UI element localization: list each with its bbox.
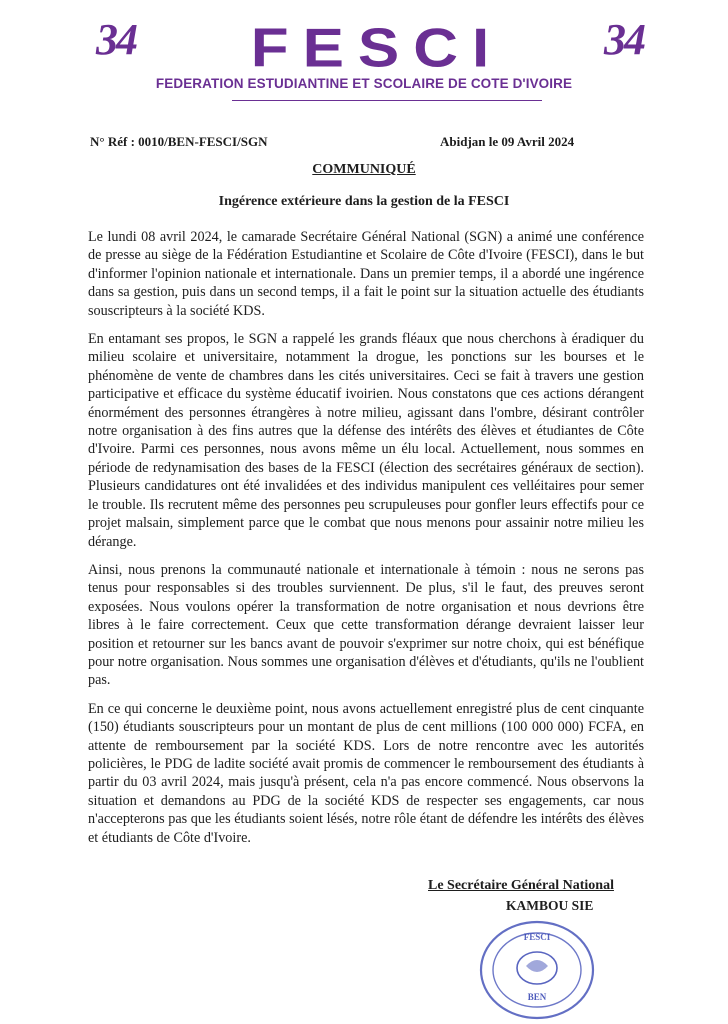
signatory-title: Le Secrétaire Général National (428, 878, 614, 893)
svg-text:BEN: BEN (527, 992, 547, 1002)
document-date: Abidjan le 09 Avril 2024 (440, 134, 575, 149)
document-title: COMMUNIQUÉ (312, 162, 416, 177)
paragraph-3: Ainsi, nous prenons la communauté nationale et internationale à témoin : nous ne serons pas tenus pour responsables si des troubles surviennent. De plus, s'il le faut, des preuves seront exposées. Nous voulons opérer la transformation de notre organisation et nous devrions être libres à le faire correctement. Ceux que cette transformation dérange devraient laisser leur position et retourner sur les bancs avant de pouvoir s'exprimer sur notre choix, qui est bénéfique pour notre organisation. Nous sommes une organisation d'élèves et d'étudiants, qu'ils ne l'oublient pas. (88, 561, 644, 689)
paragraph-4: En ce qui concerne le deuxième point, nous avons actuellement enregistré plus de cent cinquante (150) étudiants souscripteurs pour un montant de plus de cent millions (100 000 000) FCFA, en attente de remboursement par la société KDS. Lors de notre rencontre avec les autorités policières, le PDG de ladite société avait promis de commencer le remboursement des étudiants à partir du 03 avril 2024, mais jusqu'à présent, cela n'a pas encore commencé. Nous observons la situation et demandons au PDG de la société KDS de respecter ses engagements, car nous n'accepterons pas que les étudiants soient lésés, notre rôle étant de défendre les intérêts des élèves et étudiants de Côte d'Ivoire. (88, 700, 644, 846)
signatory-name: KAMBOU SIE (506, 898, 594, 913)
header-divider (232, 100, 542, 101)
official-stamp-icon (474, 912, 600, 1024)
federation-name: FEDERATION ESTUDIANTINE ET SCOLAIRE DE COTE D'IVOIRE (155, 76, 573, 91)
letterhead (0, 0, 728, 110)
svg-text:FESCI: FESCI (523, 932, 551, 942)
brand-logo: FESCI (250, 17, 504, 79)
document-body (88, 228, 644, 857)
paragraph-2: En entamant ses propos, le SGN a rappelé les grands fléaux que nous cherchons à éradiquer du milieu scolaire et universitaire, notamment la drogue, les ponctions sur les bourses et le phénomène de vente de chambres dans les cités universitaires. Ceci se fait à travers une gestion participative et efficace du système éducatif ivoirien. Nous constatons que ces actions dérangent énormément des personnes étrangères à notre milieu, agissant dans l'ombre, désirant contrôler notre organisation à des fins autres que la défense des intérêts des élèves et étudiantes de Côte d'Ivoire. Parmi ces personnes, nous avons même un élu local. Actuellement, nous sommes en période de redynamisation des bases de la FESCI (élection des secrétaires généraux de section). Plusieurs candidatures ont été invalidées et des individus manipulent ces velléitaires pour semer le trouble. Ils recrutent même des personnes peu scrupuleuses pour gonfler leurs effectifs pour ce projet malsain, simplement parce que le combat que nous menons pour assainir notre milieu les dérange. (88, 331, 644, 550)
logo-number-right: 34 (604, 15, 644, 64)
reference-number: N° Réf : 0010/BEN-FESCI/SGN (90, 134, 268, 149)
paragraph-1: Le lundi 08 avril 2024, le camarade Secrétaire Général National (SGN) a animé une conférence de presse au siège de la Fédération Estudiantine et Scolaire de Côte d'Ivoire (FESCI), dans le but d'informer l'opinion nationale et internationale. Dans un premier temps, il a abordé une ingérence dans sa gestion, puis dans un second temps, il a fait le point sur la situation actuelle des étudiants souscripteurs à la société KDS. (88, 229, 644, 319)
document-subject: Ingérence extérieure dans la gestion de la FESCI (218, 194, 510, 209)
logo-number-left: 34 (96, 15, 136, 64)
